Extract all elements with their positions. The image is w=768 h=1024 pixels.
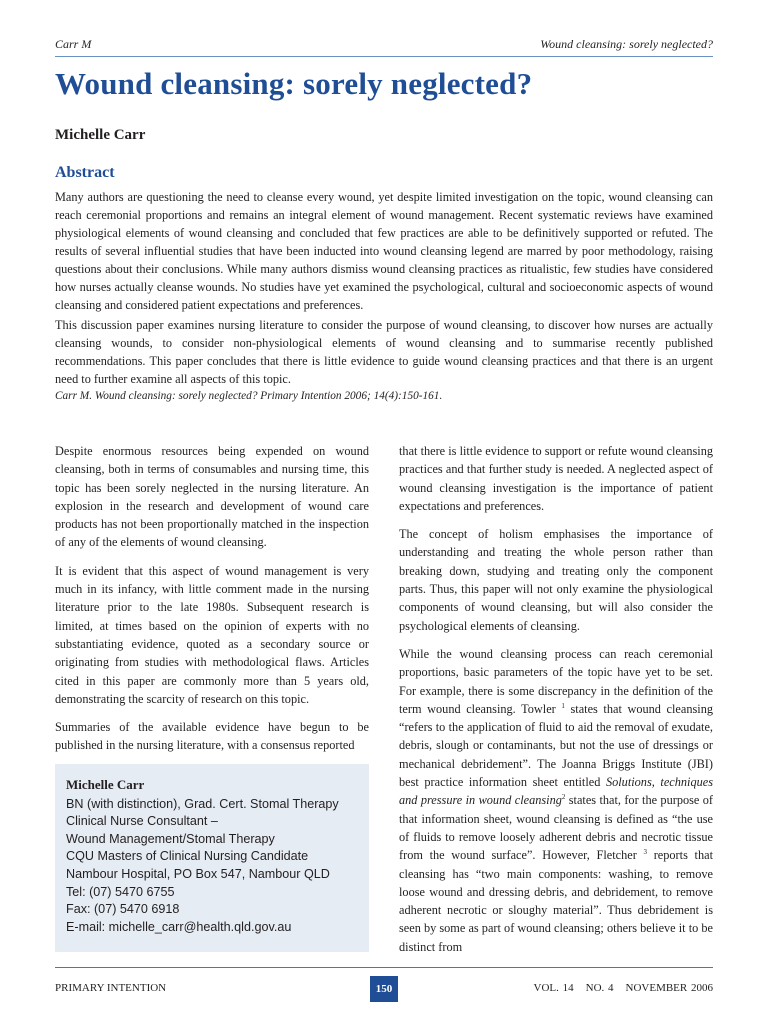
body-column-right bbox=[399, 442, 713, 966]
bio-line-study: CQU Masters of Clinical Nursing Candidate bbox=[66, 849, 309, 864]
reference-marker: 2 bbox=[561, 793, 566, 802]
body-paragraph: Summaries of the available evidence have begun to be published in the nursing literature, with a consensus reported bbox=[55, 720, 369, 753]
bio-line-phone: Tel: (07) 5470 6755 bbox=[66, 884, 175, 899]
abstract-heading: Abstract bbox=[55, 164, 115, 181]
article-title: Wound cleansing: sorely neglected? bbox=[55, 66, 533, 101]
author-bio-box bbox=[55, 764, 369, 952]
reference-marker: 3 bbox=[643, 848, 648, 857]
bio-line-email: E-mail: michelle_carr@health.qld.gov.au bbox=[66, 919, 292, 934]
bio-line-address: Nambour Hospital, PO Box 547, Nambour QLD bbox=[66, 866, 330, 881]
body-paragraph: The concept of holism emphasises the importance of understanding and treating the whole person rather than breaking down, studying and treating only the component parts. Thus, this paper will not only examine the physiological components of wound cleansing, but will also consider the psychological elements of cleansing. bbox=[399, 527, 713, 633]
body-paragraph: that there is little evidence to support or refute wound cleansing practices and that further study is needed. A neglected aspect of wound cleansing investigation is the importance of patient expectations and preferences. bbox=[399, 444, 713, 513]
bio-name: Michelle Carr bbox=[66, 777, 145, 792]
footer-issue-info bbox=[522, 982, 713, 994]
text-run: states that, for the purpose of that information sheet, wound cleansing is defined as “the use of fluids to remove loosely adherent debris and necrotic tissue from the wound surface”. However, Fletcher bbox=[399, 793, 713, 863]
page-number-badge: 150 bbox=[370, 976, 398, 1002]
running-header-title: Wound cleansing: sorely neglected? bbox=[540, 37, 713, 51]
body-paragraph bbox=[399, 645, 713, 956]
reference-marker: 1 bbox=[561, 701, 565, 710]
footer-rule bbox=[55, 967, 713, 968]
header-rule bbox=[55, 56, 713, 57]
running-header-author: Carr M bbox=[55, 37, 92, 51]
article-author: Michelle Carr bbox=[55, 127, 146, 143]
abstract-paragraph-2: This discussion paper examines nursing literature to consider the purpose of wound cleansing, to discover how nurses are actually cleansing wounds, to consider non-physiological elements of wound cleansing and to summarise recently published recommendations. This paper concludes that there is little evidence to guide wound cleansing practices and that there is an urgent need to further examine all aspects of this topic. bbox=[55, 318, 713, 386]
article-citation: Carr M. Wound cleansing: sorely neglected? Primary Intention 2006; 14(4):150-161. bbox=[55, 390, 443, 402]
footer-volume: VOL. 14 bbox=[533, 982, 574, 994]
footer-number: NO. 4 bbox=[585, 982, 614, 994]
bio-line-fax: Fax: (07) 5470 6918 bbox=[66, 902, 180, 917]
text-run: reports that cleansing has “two main components: washing, to remove loose wound and dressing debris, and debridement, to remove adherent necrotic or sloughy material”. Thus debridement is seen by some as part of wound cleansing; others believe it to be distinct from bbox=[399, 848, 713, 954]
footer-date: NOVEMBER 2006 bbox=[625, 982, 713, 994]
bio-line-specialty: Wound Management/Stomal Therapy bbox=[66, 831, 275, 846]
body-paragraph: Despite enormous resources being expended on wound cleansing, both in terms of consumables and nursing time, this topic has been sorely neglected in the nursing literature. An explosion in the research and development of wound care products has not been proportionally matched in the inspection of any of the elements of wound cleansing. bbox=[55, 444, 369, 550]
text-run: While the wound cleansing process can reach ceremonial proportions, basic parameters of the topic have yet to be set. For example, there is some discrepancy in the definition of the term wound cleansing. Towler bbox=[399, 646, 713, 716]
footer-journal-name: PRIMARY INTENTION bbox=[55, 982, 167, 994]
bio-line-credentials: BN (with distinction), Grad. Cert. Stomal Therapy bbox=[66, 796, 339, 811]
abstract-paragraph-1: Many authors are questioning the need to cleanse every wound, yet despite limited investigation on the topic, wound cleansing can reach ceremonial proportions and remains an integral element of wound management. Recent systematic reviews have examined physiological elements of wound cleansing and concluded that few practices are able to be definitively supported or refuted. The results of several influential studies that have been inducted into wound cleansing legend are marred by poor methodology, raising questions about their conclusions. While many authors dismiss wound cleansing practices as ritualistic, few studies have considered how nurses actually cleanse wounds. No studies have yet examined the psychological, cultural and socioeconomic aspects of wound cleansing and considered patient expectations and preferences. bbox=[55, 190, 713, 312]
text-run: states that wound cleansing “refers to the application of fluid to aid the removal of exudate, debris, slough or contaminants, but not the use of dressings or mechanical debridement”. The Joanna Briggs Institute (JBI) best practice information sheet entitled bbox=[399, 701, 713, 790]
body-column-left bbox=[55, 442, 369, 765]
cited-title: Solutions, techniques and pressure in wound cleansing bbox=[399, 775, 713, 808]
bio-line-role: Clinical Nurse Consultant – bbox=[66, 814, 218, 829]
body-paragraph: It is evident that this aspect of wound management is very much in its infancy, with little comment made in the nursing literature prior to the late 1980s. Subsequent research is limited, at times based on the opinion of experts with no substantiating evidence, quoted as a secondary source or originating from studies with methodological flaws. Articles cited in this paper are commonly more than 5 years old, demonstrating the scarcity of research on this topic. bbox=[55, 563, 369, 706]
